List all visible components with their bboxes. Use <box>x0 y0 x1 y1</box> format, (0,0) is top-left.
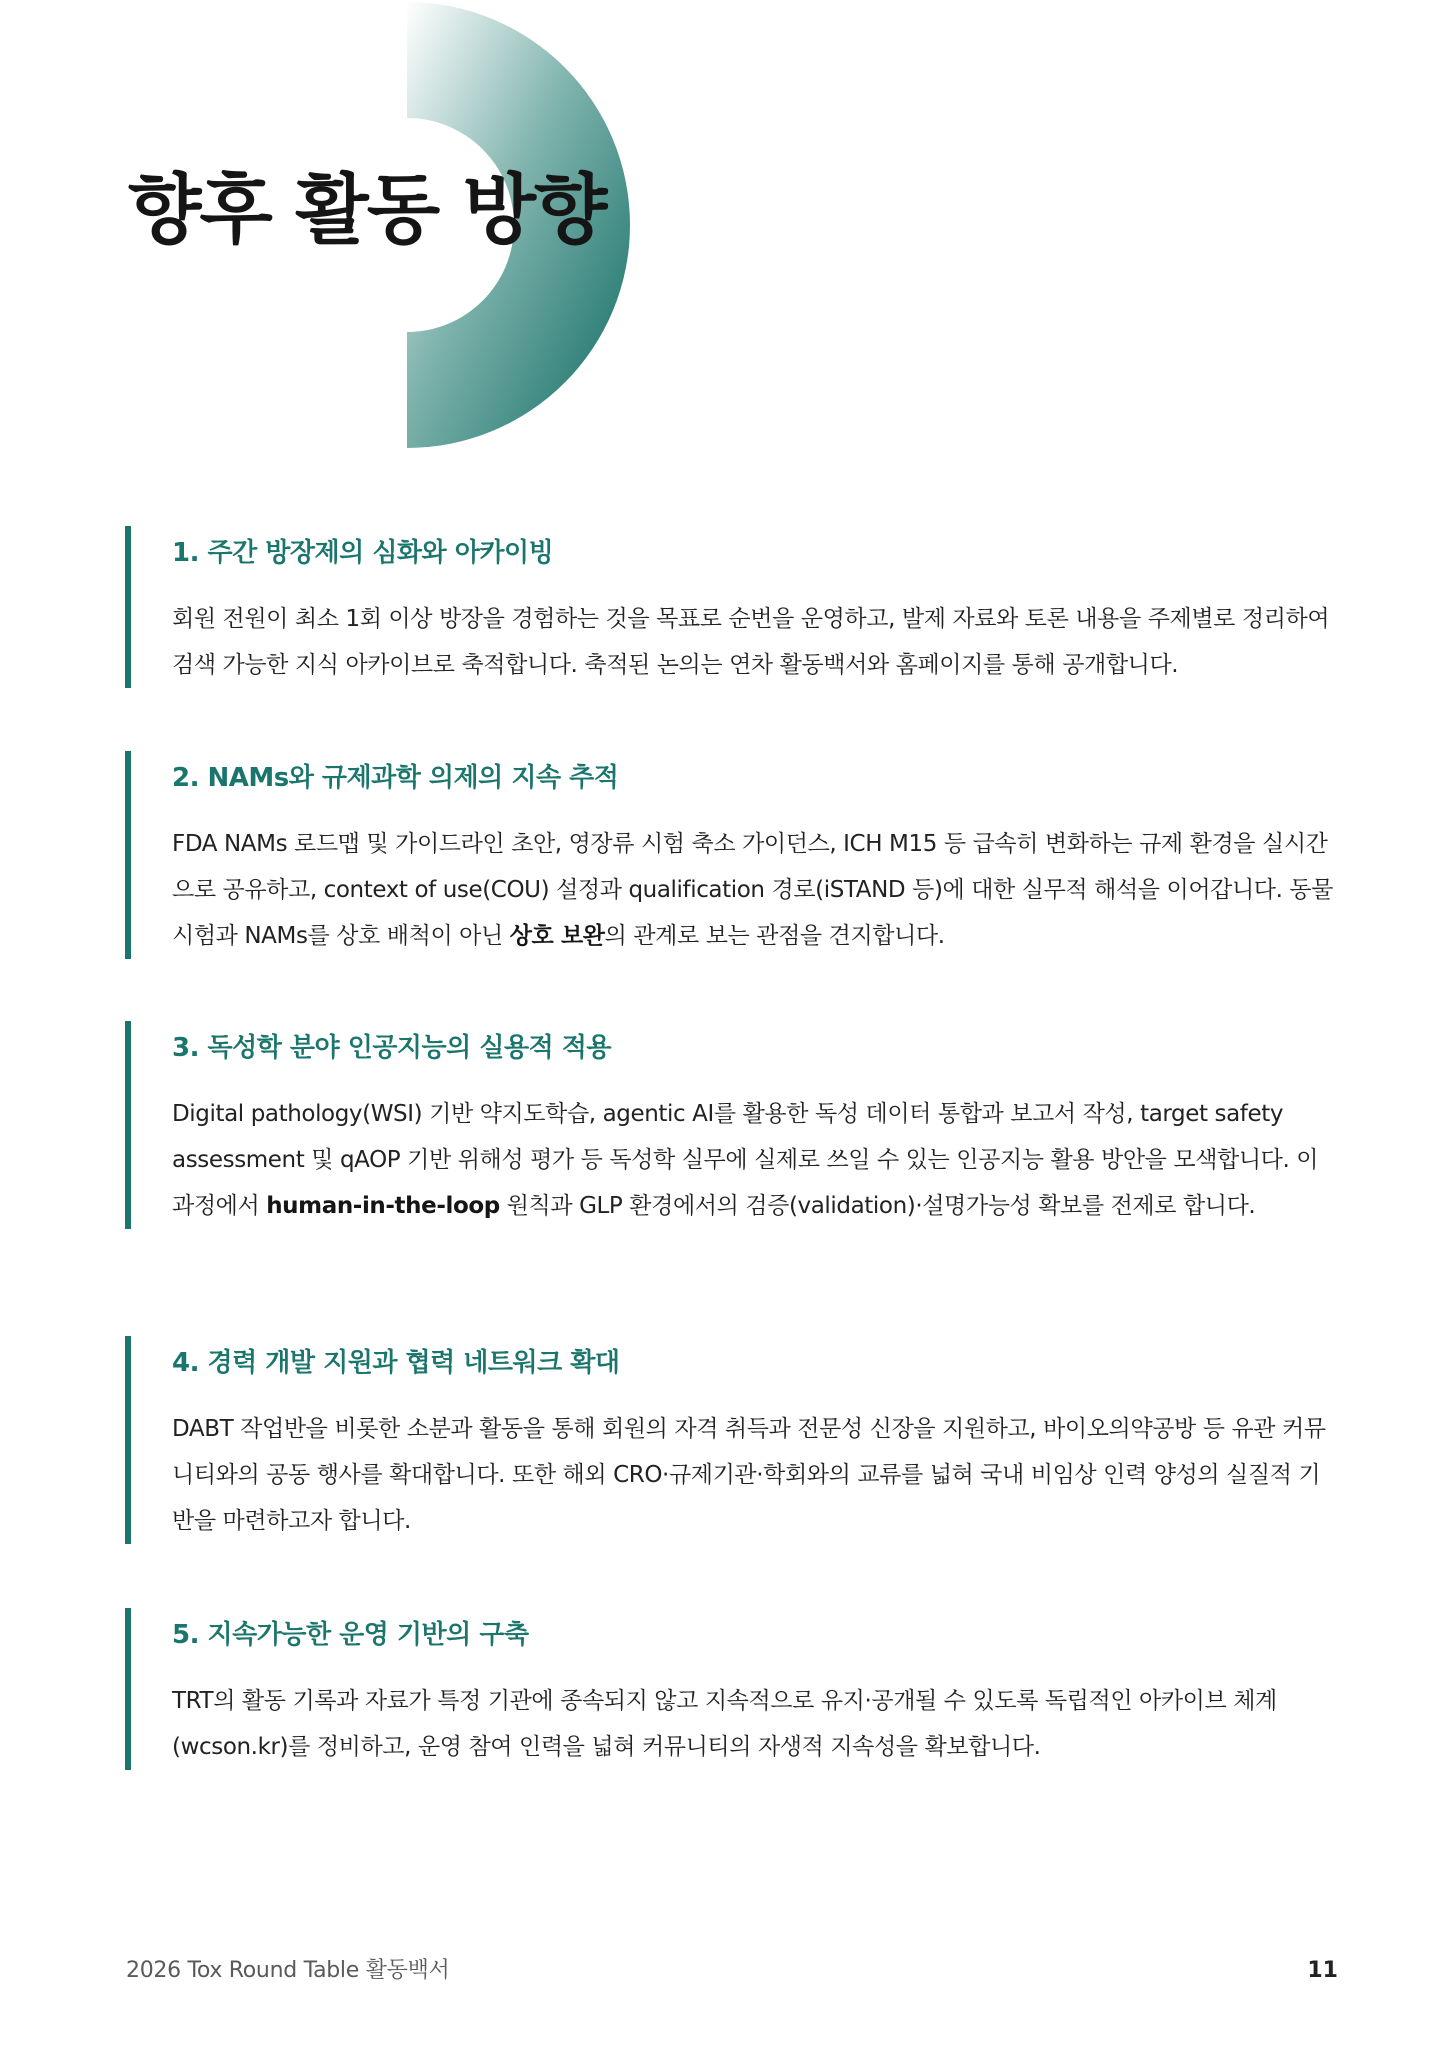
section-body <box>172 596 1342 688</box>
emphasis-text: 상호 보완 <box>509 923 605 949</box>
section-5 <box>125 1608 1340 1770</box>
page-title: 향후 활동 방향 <box>128 165 606 254</box>
section-1 <box>125 526 1340 688</box>
section-3 <box>125 1021 1340 1229</box>
section-heading: 2. NAMs와 규제과학 의제의 지속 추적 <box>172 763 619 793</box>
section-heading: 3. 독성학 분야 인공지능의 실용적 적용 <box>172 1033 611 1063</box>
emphasis-text: human-in-the-loop <box>266 1193 500 1219</box>
body-text: TRT의 활동 기록과 자료가 특정 기관에 종속되지 않고 지속적으로 유지·공개될 수 있도록 독립적인 아카이브 체계(wcson.kr)를 정비하고, 운영 참여 인력을 넓혀 커뮤니티의 자생적 지속성을 확보합니다. <box>172 1688 1277 1760</box>
section-heading: 5. 지속가능한 운영 기반의 구축 <box>172 1620 529 1650</box>
section-body <box>172 821 1342 959</box>
body-text: Digital pathology(WSI) 기반 약지도학습, agentic AI를 활용한 독성 데이터 통합과 보고서 작성, target safety assessment 및 qAOP 기반 위해성 평가 등 독성학 실무에 실제로 쓰일 수 있는 인공지능 활용 방안을 모색합니다. 이 과정에서 <box>172 1101 1319 1219</box>
section-4 <box>125 1336 1340 1544</box>
section-heading: 4. 경력 개발 지원과 협력 네트워크 확대 <box>172 1348 620 1378</box>
section-body <box>172 1678 1342 1770</box>
section-body <box>172 1091 1342 1229</box>
section-2 <box>125 751 1340 959</box>
page-number: 11 <box>1307 1958 1338 1983</box>
body-text: DABT 작업반을 비롯한 소분과 활동을 통해 회원의 자격 취득과 전문성 신장을 지원하고, 바이오의약공방 등 유관 커뮤니티와의 공동 행사를 확대합니다. 또한 해외 CRO·규제기관·학회와의 교류를 넓혀 국내 비임상 인력 양성의 실질적 기반을 마련하고자 합니다. <box>172 1416 1326 1534</box>
body-text: 의 관계로 보는 관점을 견지합니다. <box>604 923 945 949</box>
section-body <box>172 1406 1342 1544</box>
section-heading: 1. 주간 방장제의 심화와 아카이빙 <box>172 538 554 568</box>
footer-doc-title: 2026 Tox Round Table 활동백서 <box>126 1958 450 1983</box>
body-text: 원칙과 GLP 환경에서의 검증(validation)·설명가능성 확보를 전제로 합니다. <box>499 1193 1256 1219</box>
body-text: 회원 전원이 최소 1회 이상 방장을 경험하는 것을 목표로 순번을 운영하고, 발제 자료와 토론 내용을 주제별로 정리하여 검색 가능한 지식 아카이브로 축적합니다. 축적된 논의는 연차 활동백서와 홈페이지를 통해 공개합니다. <box>172 606 1330 678</box>
body-text: FDA NAMs 로드맵 및 가이드라인 초안, 영장류 시험 축소 가이던스, ICH M15 등 급속히 변화하는 규제 환경을 실시간으로 공유하고, context of use(COU) 설정과 qualification 경로(iSTAND 등)에 대한 실무적 해석을 이어갑니다. 동물시험과 NAMs를 상호 배척이 아닌 <box>172 831 1334 949</box>
